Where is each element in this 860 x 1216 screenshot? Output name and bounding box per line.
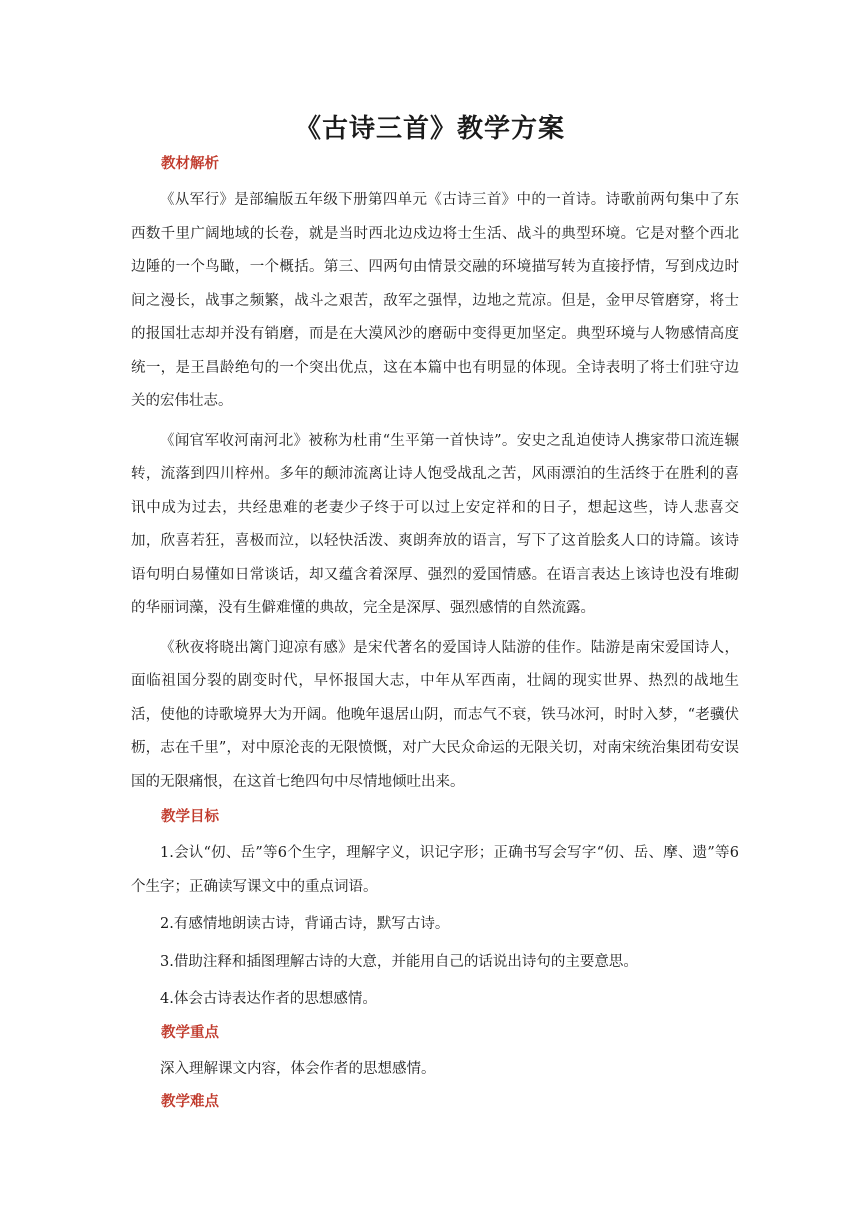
- section-heading-difficulties: 教学难点: [161, 1093, 219, 1110]
- key-points-text: 深入理解课文内容，体会作者的思想感情。: [160, 1060, 436, 1077]
- document-body: [131, 152, 739, 1122]
- section-heading-analysis: 教材解析: [161, 155, 219, 172]
- goal-item: 3.借助注释和插图理解古诗的大意，并能用自己的话说出诗句的主要意思。: [160, 953, 638, 970]
- document-title: 《古诗三首》教学方案: [294, 114, 565, 144]
- goal-item: 1.会认“仞、岳”等6个生字，理解字义，识记字形；正确书写会写字“仞、岳、摩、遗”等6个生字；正确读写课文中的重点词语。: [131, 845, 739, 895]
- goal-item: 4.体会古诗表达作者的思想感情。: [160, 991, 377, 1007]
- section-heading-goals: 教学目标: [161, 808, 219, 825]
- goal-item: 2.有感情地朗读古诗，背诵古诗，默写古诗。: [160, 916, 450, 932]
- analysis-paragraph: 《闻官军收河南河北》被称为杜甫“生平第一首快诗”。安史之乱迫使诗人携家带口流连辗转，流落到四川梓州。多年的颠沛流离让诗人饱受战乱之苦，风雨漂泊的生活终于在胜利的喜讯中成为过去，共经患难的老妻少子终于可以过上安定祥和的日子，想起这些，诗人悲喜交加，欣喜若狂，喜极而泣，以轻快活泼、爽朗奔放的语言，写下了这首脍炙人口的诗篇。该诗语句明白易懂如日常谈话，却又蕴含着深厚、强烈的爱国情感。在语言表达上该诗也没有堆砌的华丽词藻，没有生僻难懂的典故，完全是深厚、强烈感情的自然流露。: [131, 432, 739, 616]
- section-heading-key-points: 教学重点: [161, 1023, 219, 1041]
- analysis-paragraph: 《从军行》是部编版五年级下册第四单元《古诗三首》中的一首诗。诗歌前两句集中了东西数千里广阔地域的长卷，就是当时西北边戍边将士生活、战斗的典型环境。它是对整个西北边陲的一个鸟瞰，一个概括。第三、四两句由情景交融的环境描写转为直接抒情，写到戍边时间之漫长，战事之频繁，战斗之艰苦，敌军之强悍，边地之荒凉。但是，金甲尽管磨穿，将士的报国壮志却并没有销磨，而是在大漠风沙的磨砺中变得更加坚定。典型环境与人物感情高度统一，是王昌龄绝句的一个突出优点，这在本篇中也有明显的体现。全诗表明了将士们驻守边关的宏伟壮志。: [131, 192, 739, 409]
- analysis-paragraph: 《秋夜将晓出篱门迎凉有感》是宋代著名的爱国诗人陆游的佳作。陆游是南宋爱国诗人，面临祖国分裂的剧变时代，早怀报国大志，中年从军西南，壮阔的现实世界、热烈的战地生活，使他的诗歌境界大为开阔。他晚年退居山阴，而志气不衰，铁马冰河，时时入梦，“老骥伏枥，志在千里”，对中原沦丧的无限愤慨，对广大民众命运的无限关切，对南宋统治集团苟安误国的无限痛恨，在这首七绝四句中尽情地倾吐出来。: [131, 639, 739, 790]
